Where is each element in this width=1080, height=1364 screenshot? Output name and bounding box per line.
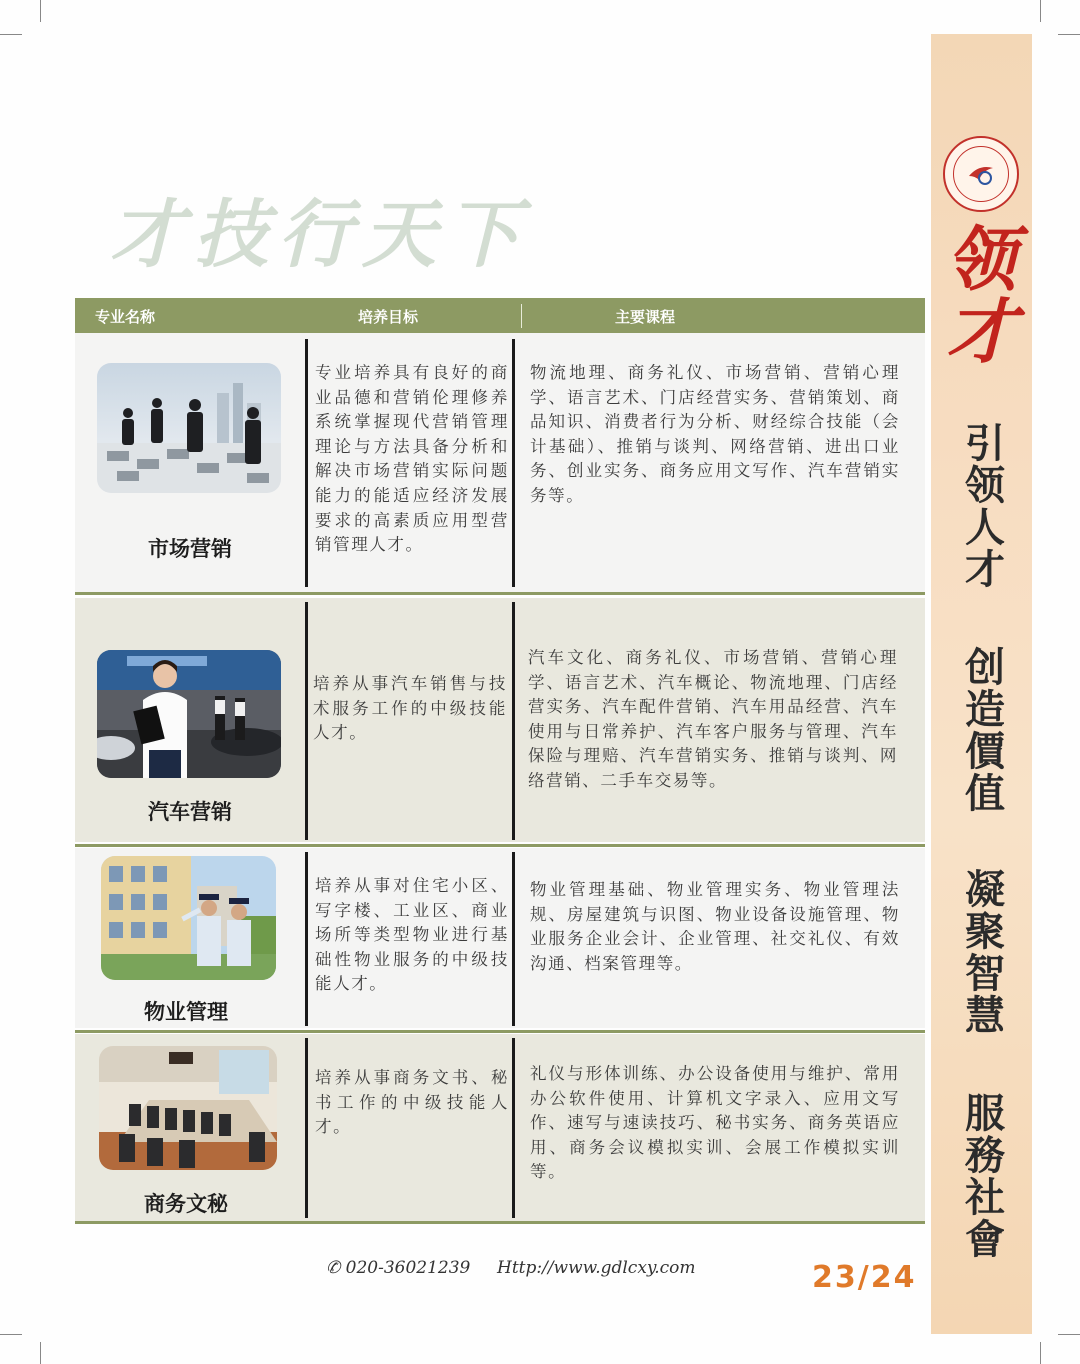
main-courses-text: 物业管理基础、物业管理实务、物业管理法规、房屋建筑与识图、物业设备设施管理、物业服务企业会计、企业管理、社交礼仪、有效沟通、档案管理等。 — [530, 880, 900, 973]
crop-mark — [0, 34, 22, 35]
motto-wrap — [931, 422, 1032, 590]
motto-serve-society: 服務社會 — [958, 1092, 1005, 1260]
main-courses-text: 物流地理、商务礼仪、市场营销、营销心理学、语言艺术、门店经营实务、营销策划、商品知识、消费者行为分析、财经综合技能（会计基础）、推销与谈判、网络营销、进出口业务、创业实务、商务应用文写作、汽车营销实务等。 — [530, 363, 900, 505]
header-training-goal: 培养目标 — [358, 308, 419, 326]
training-goal-text: 培养从事对住宅小区、写字楼、工业区、商业场所等类型物业进行基础性物业服务的中级技能人才。 — [315, 876, 509, 994]
column-divider — [512, 339, 515, 587]
motto-create-value: 创造價值 — [958, 646, 1005, 814]
motto-wrap — [931, 868, 1032, 1036]
row-divider — [75, 1221, 925, 1224]
major-name: 市场营销 — [148, 537, 232, 561]
column-divider — [512, 602, 515, 840]
training-goal-text: 培养从事汽车销售与技术服务工作的中级技能人才。 — [313, 674, 507, 743]
security-guards-photo — [101, 856, 276, 980]
side-banner — [931, 34, 1032, 1334]
brand-char-ling: 领 — [946, 218, 1017, 301]
major-name: 汽车营销 — [148, 800, 232, 824]
row-divider — [75, 1030, 925, 1033]
table-row-marketing — [75, 333, 925, 595]
major-name: 商务文秘 — [144, 1192, 228, 1216]
row-divider — [75, 592, 925, 595]
footer-phone: ✆ 020-36021239 — [326, 1258, 471, 1278]
table-row-auto-marketing — [75, 598, 925, 842]
meeting-room-photo — [99, 1046, 277, 1170]
major-name: 物业管理 — [144, 1000, 228, 1024]
crop-mark — [40, 0, 41, 22]
footer-website-link[interactable]: Http://www.gdlcxy.com — [497, 1258, 696, 1278]
column-divider — [512, 852, 515, 1026]
header-divider — [521, 304, 522, 328]
crop-mark — [1040, 1342, 1041, 1364]
column-divider — [512, 1038, 515, 1218]
crop-mark — [1040, 0, 1041, 22]
column-divider — [305, 852, 308, 1026]
crop-mark — [1058, 34, 1080, 35]
training-goal-text: 培养从事商务文书、秘书工作的中级技能人才。 — [315, 1068, 509, 1137]
header-main-courses: 主要课程 — [615, 308, 676, 326]
column-divider — [305, 602, 308, 840]
header-major-name: 专业名称 — [95, 308, 156, 326]
brand-char-cai: 才 — [946, 290, 1017, 373]
column-divider — [305, 339, 308, 587]
crop-mark — [0, 1334, 22, 1335]
motto-lead-talent: 引领人才 — [958, 422, 1005, 590]
slogan-watermark: 才技行天下 — [110, 192, 530, 278]
main-courses-text: 礼仪与形体训练、办公设备使用与维护、常用办公软件使用、计算机文字录入、应用文写作、速写与速读技巧、秘书实务、商务英语应用、商务会议模拟实训、会展工作模拟实训等。 — [530, 1064, 900, 1182]
table-header — [75, 298, 925, 333]
row-divider — [75, 844, 925, 847]
car-sales-consultant-photo — [97, 650, 281, 778]
column-divider — [305, 1038, 308, 1218]
crop-mark — [40, 1342, 41, 1364]
swallow-logo-icon — [967, 160, 995, 188]
table-row-property-management — [75, 848, 925, 1028]
business-people-photo — [97, 363, 281, 493]
page-number: 23/24 — [812, 1260, 917, 1295]
main-courses-text: 汽车文化、商务礼仪、市场营销、营销心理学、语言艺术、汽车概论、物流地理、门店经营实务、汽车配件营销、汽车用品经营、汽车使用与日常养护、汽车客户服务与管理、汽车保险与理赔、汽车营销实务、推销与谈判、网络营销、二手车交易等。 — [528, 648, 898, 790]
training-goal-text: 专业培养具有良好的商业品德和营销伦理修养系统掌握现代营销管理理论与方法具备分析和解决市场营销实际问题能力的能适应经济发展要求的高素质应用型营销管理人才。 — [315, 363, 509, 555]
motto-gather-wisdom: 凝聚智慧 — [958, 868, 1005, 1036]
crop-mark — [1058, 1334, 1080, 1335]
motto-wrap — [931, 1092, 1032, 1260]
table-row-business-secretary — [75, 1034, 925, 1224]
motto-wrap — [931, 646, 1032, 814]
school-logo-seal — [943, 136, 1019, 212]
